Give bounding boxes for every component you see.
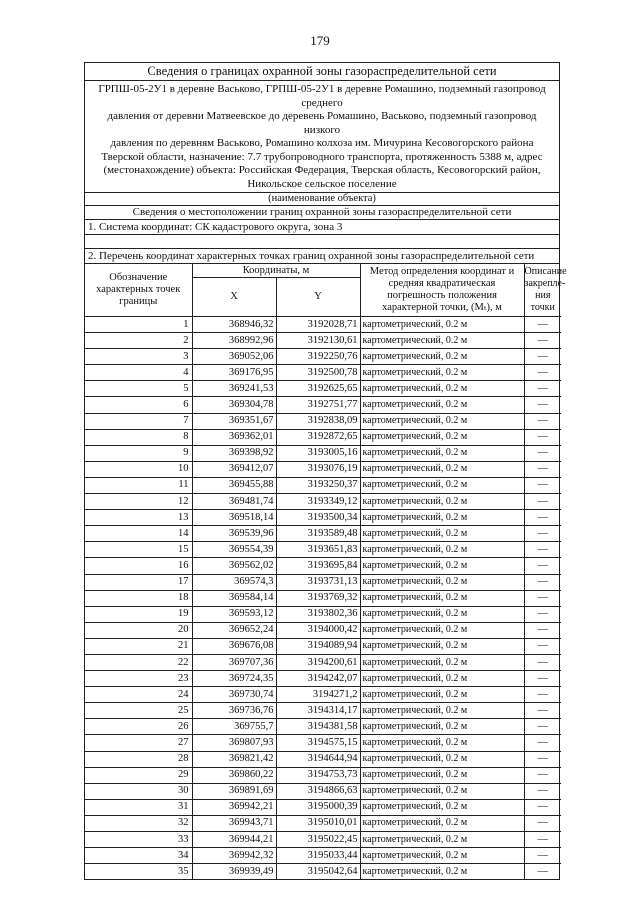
description-cell: — [524, 461, 561, 477]
method-cell: картометрический, 0.2 м [360, 494, 524, 510]
y-coordinate-cell: 3194271,2 [276, 687, 360, 703]
description-cell: — [524, 590, 561, 606]
description-cell: — [524, 606, 561, 622]
description-cell: — [524, 703, 561, 719]
header-description: Описание закрепле-ния точки [524, 264, 561, 317]
table-row [85, 606, 561, 622]
table-row [85, 848, 561, 864]
point-number-cell: 22 [85, 654, 192, 670]
method-cell: картометрический, 0.2 м [360, 510, 524, 526]
point-number-cell: 31 [85, 799, 192, 815]
y-coordinate-cell: 3192500,78 [276, 365, 360, 381]
x-coordinate-cell: 368992,96 [192, 333, 276, 349]
method-cell: картометрический, 0.2 м [360, 333, 524, 349]
y-coordinate-cell: 3195042,64 [276, 864, 360, 880]
x-coordinate-cell: 369481,74 [192, 494, 276, 510]
point-number-cell: 30 [85, 783, 192, 799]
y-coordinate-cell: 3192028,71 [276, 317, 360, 333]
y-coordinate-cell: 3192838,09 [276, 413, 360, 429]
table-row [85, 333, 561, 349]
description-cell: — [524, 767, 561, 783]
document-title: Сведения о границах охранной зоны газораспределительной сети [85, 63, 559, 81]
description-cell: — [524, 799, 561, 815]
x-coordinate-cell: 369518,14 [192, 510, 276, 526]
table-row [85, 397, 561, 413]
x-coordinate-cell: 369707,36 [192, 654, 276, 670]
location-section-title: Сведения о местоположении границ охранной зоны газораспределительной сети [85, 206, 559, 220]
x-coordinate-cell: 369398,92 [192, 445, 276, 461]
table-row [85, 622, 561, 638]
x-coordinate-cell: 369562,02 [192, 558, 276, 574]
y-coordinate-cell: 3194753,73 [276, 767, 360, 783]
method-cell: картометрический, 0.2 м [360, 413, 524, 429]
table-body [85, 317, 561, 880]
method-cell: картометрический, 0.2 м [360, 815, 524, 831]
table-row [85, 687, 561, 703]
y-coordinate-cell: 3194089,94 [276, 638, 360, 654]
point-number-cell: 10 [85, 461, 192, 477]
description-cell: — [524, 687, 561, 703]
table-row [85, 542, 561, 558]
x-coordinate-cell: 369304,78 [192, 397, 276, 413]
list-title: 2. Перечень координат характерных точках границ охранной зоны газораспределительной сети [85, 249, 559, 264]
description-cell: — [524, 622, 561, 638]
y-coordinate-cell: 3193589,48 [276, 526, 360, 542]
x-coordinate-cell: 369052,06 [192, 349, 276, 365]
table-row [85, 526, 561, 542]
y-coordinate-cell: 3193005,16 [276, 445, 360, 461]
y-coordinate-cell: 3193076,19 [276, 461, 360, 477]
method-cell: картометрический, 0.2 м [360, 445, 524, 461]
point-number-cell: 35 [85, 864, 192, 880]
table-row [85, 783, 561, 799]
point-number-cell: 25 [85, 703, 192, 719]
description-cell: — [524, 735, 561, 751]
point-number-cell: 6 [85, 397, 192, 413]
y-coordinate-cell: 3194200,61 [276, 654, 360, 670]
y-coordinate-cell: 3194381,58 [276, 719, 360, 735]
table-row [85, 477, 561, 493]
y-coordinate-cell: 3193500,34 [276, 510, 360, 526]
point-number-cell: 14 [85, 526, 192, 542]
method-cell: картометрический, 0.2 м [360, 799, 524, 815]
point-number-cell: 11 [85, 477, 192, 493]
table-row [85, 510, 561, 526]
x-coordinate-cell: 368946,32 [192, 317, 276, 333]
table-row [85, 381, 561, 397]
x-coordinate-cell: 369412,07 [192, 461, 276, 477]
y-coordinate-cell: 3193250,37 [276, 477, 360, 493]
x-coordinate-cell: 369943,71 [192, 815, 276, 831]
method-cell: картометрический, 0.2 м [360, 638, 524, 654]
method-cell: картометрический, 0.2 м [360, 590, 524, 606]
table-row [85, 767, 561, 783]
method-cell: картометрический, 0.2 м [360, 832, 524, 848]
point-number-cell: 16 [85, 558, 192, 574]
method-cell: картометрический, 0.2 м [360, 767, 524, 783]
x-coordinate-cell: 369724,35 [192, 671, 276, 687]
description-cell: — [524, 429, 561, 445]
y-coordinate-cell: 3194866,63 [276, 783, 360, 799]
table-row [85, 832, 561, 848]
table-row [85, 349, 561, 365]
table-row [85, 719, 561, 735]
document-frame [84, 62, 567, 880]
method-cell: картометрический, 0.2 м [360, 558, 524, 574]
y-coordinate-cell: 3195010,01 [276, 815, 360, 831]
description-cell: — [524, 349, 561, 365]
method-cell: картометрический, 0.2 м [360, 349, 524, 365]
y-coordinate-cell: 3192751,77 [276, 397, 360, 413]
description-cell: — [524, 864, 561, 880]
table-row [85, 445, 561, 461]
method-cell: картометрический, 0.2 м [360, 526, 524, 542]
method-cell: картометрический, 0.2 м [360, 365, 524, 381]
x-coordinate-cell: 369351,67 [192, 413, 276, 429]
description-cell: — [524, 815, 561, 831]
table-row [85, 638, 561, 654]
point-number-cell: 19 [85, 606, 192, 622]
object-caption: (наименование объекта) [85, 192, 559, 206]
point-number-cell: 21 [85, 638, 192, 654]
page-number: 179 [310, 33, 330, 48]
y-coordinate-cell: 3194575,15 [276, 735, 360, 751]
point-number-cell: 9 [85, 445, 192, 461]
description-cell: — [524, 671, 561, 687]
table-row [85, 703, 561, 719]
x-coordinate-cell: 369942,32 [192, 848, 276, 864]
method-cell: картометрический, 0.2 м [360, 654, 524, 670]
description-line: Никольское сельское поселение [247, 177, 397, 190]
y-coordinate-cell: 3194242,07 [276, 671, 360, 687]
point-number-cell: 1 [85, 317, 192, 333]
description-cell: — [524, 832, 561, 848]
description-cell: — [524, 333, 561, 349]
method-cell: картометрический, 0.2 м [360, 477, 524, 493]
y-coordinate-cell: 3195033,44 [276, 848, 360, 864]
y-coordinate-cell: 3193769,32 [276, 590, 360, 606]
point-number-cell: 28 [85, 751, 192, 767]
method-cell: картометрический, 0.2 м [360, 671, 524, 687]
description-cell: — [524, 848, 561, 864]
header-coordinates: Координаты, м [192, 264, 360, 278]
point-number-cell: 32 [85, 815, 192, 831]
method-cell: картометрический, 0.2 м [360, 622, 524, 638]
blank-row [85, 235, 559, 249]
x-coordinate-cell: 369891,69 [192, 783, 276, 799]
y-coordinate-cell: 3195022,45 [276, 832, 360, 848]
table-row [85, 461, 561, 477]
table-row [85, 815, 561, 831]
point-number-cell: 27 [85, 735, 192, 751]
y-coordinate-cell: 3194000,42 [276, 622, 360, 638]
x-coordinate-cell: 369736,76 [192, 703, 276, 719]
y-coordinate-cell: 3193731,13 [276, 574, 360, 590]
method-cell: картометрический, 0.2 м [360, 542, 524, 558]
description-cell: — [524, 397, 561, 413]
x-coordinate-cell: 369574,3 [192, 574, 276, 590]
x-coordinate-cell: 369652,24 [192, 622, 276, 638]
point-number-cell: 17 [85, 574, 192, 590]
description-cell: — [524, 445, 561, 461]
table-row [85, 735, 561, 751]
y-coordinate-cell: 3192250,76 [276, 349, 360, 365]
method-cell: картометрический, 0.2 м [360, 719, 524, 735]
method-cell: картометрический, 0.2 м [360, 429, 524, 445]
x-coordinate-cell: 369755,7 [192, 719, 276, 735]
table-row [85, 654, 561, 670]
x-coordinate-cell: 369942,21 [192, 799, 276, 815]
header-point: Обозначение характерных точек границы [85, 264, 192, 317]
x-coordinate-cell: 369860,22 [192, 767, 276, 783]
coordinates-table [85, 264, 567, 879]
x-coordinate-cell: 369455,88 [192, 477, 276, 493]
x-coordinate-cell: 369241,53 [192, 381, 276, 397]
x-coordinate-cell: 369821,42 [192, 751, 276, 767]
description-line: давления по деревням Васьково, Ромашино колхоза им. Мичурина Кесовогорского района [110, 137, 534, 149]
description-cell: — [524, 494, 561, 510]
y-coordinate-cell: 3195000,39 [276, 799, 360, 815]
description-cell: — [524, 477, 561, 493]
point-number-cell: 4 [85, 365, 192, 381]
point-number-cell: 3 [85, 349, 192, 365]
x-coordinate-cell: 369807,93 [192, 735, 276, 751]
y-coordinate-cell: 3194314,17 [276, 703, 360, 719]
description-line: давления от деревни Матвеевское до деревень Ромашино, Васьково, подземный газопровод низкого [107, 110, 537, 136]
description-cell: — [524, 751, 561, 767]
description-cell: — [524, 719, 561, 735]
table-row [85, 429, 561, 445]
header-y: Y [276, 278, 360, 317]
y-coordinate-cell: 3193695,84 [276, 558, 360, 574]
table-row [85, 799, 561, 815]
point-number-cell: 29 [85, 767, 192, 783]
point-number-cell: 33 [85, 832, 192, 848]
x-coordinate-cell: 369676,08 [192, 638, 276, 654]
method-cell: картометрический, 0.2 м [360, 848, 524, 864]
table-row [85, 317, 561, 333]
method-cell: картометрический, 0.2 м [360, 703, 524, 719]
object-description [85, 81, 559, 192]
point-number-cell: 18 [85, 590, 192, 606]
method-cell: картометрический, 0.2 м [360, 751, 524, 767]
header-x: X [192, 278, 276, 317]
y-coordinate-cell: 3193651,83 [276, 542, 360, 558]
table-row [85, 365, 561, 381]
table-row [85, 671, 561, 687]
point-number-cell: 20 [85, 622, 192, 638]
table-row [85, 574, 561, 590]
description-cell: — [524, 574, 561, 590]
description-line: (местонахождение) объекта: Российская Федерация, Тверская область, Кесовогорский район, [103, 164, 541, 176]
method-cell: картометрический, 0.2 м [360, 381, 524, 397]
method-cell: картометрический, 0.2 м [360, 606, 524, 622]
method-cell: картометрический, 0.2 м [360, 397, 524, 413]
method-cell: картометрический, 0.2 м [360, 864, 524, 880]
method-cell: картометрический, 0.2 м [360, 687, 524, 703]
description-cell: — [524, 558, 561, 574]
description-cell: — [524, 783, 561, 799]
y-coordinate-cell: 3192130,61 [276, 333, 360, 349]
point-number-cell: 12 [85, 494, 192, 510]
point-number-cell: 15 [85, 542, 192, 558]
method-cell: картометрический, 0.2 м [360, 783, 524, 799]
description-cell: — [524, 526, 561, 542]
x-coordinate-cell: 369944,21 [192, 832, 276, 848]
header-method: Метод определения координат и средняя квадратическая погрешность положения характерной точки, (Mₜ), м [360, 264, 524, 317]
point-number-cell: 34 [85, 848, 192, 864]
table-row [85, 864, 561, 880]
y-coordinate-cell: 3193349,12 [276, 494, 360, 510]
y-coordinate-cell: 3193802,36 [276, 606, 360, 622]
description-line: Тверской области, назначение: 7.7 трубопроводного транспорта, протяженность 5388 м, адрес [101, 150, 543, 163]
table-row [85, 413, 561, 429]
description-cell: — [524, 542, 561, 558]
point-number-cell: 7 [85, 413, 192, 429]
table-row [85, 558, 561, 574]
x-coordinate-cell: 369176,95 [192, 365, 276, 381]
method-cell: картометрический, 0.2 м [360, 317, 524, 333]
y-coordinate-cell: 3194644,94 [276, 751, 360, 767]
x-coordinate-cell: 369593,12 [192, 606, 276, 622]
x-coordinate-cell: 369584,14 [192, 590, 276, 606]
method-cell: картометрический, 0.2 м [360, 735, 524, 751]
point-number-cell: 24 [85, 687, 192, 703]
description-cell: — [524, 413, 561, 429]
description-cell: — [524, 381, 561, 397]
x-coordinate-cell: 369362,01 [192, 429, 276, 445]
description-line: ГРПШ-05-2У1 в деревне Васьково, ГРПШ-05-2У1 в деревне Ромашино, подземный газопровод среднего [98, 83, 546, 109]
point-number-cell: 23 [85, 671, 192, 687]
point-number-cell: 5 [85, 381, 192, 397]
point-number-cell: 2 [85, 333, 192, 349]
point-number-cell: 26 [85, 719, 192, 735]
point-number-cell: 8 [85, 429, 192, 445]
table-row [85, 751, 561, 767]
method-cell: картометрический, 0.2 м [360, 461, 524, 477]
x-coordinate-cell: 369539,96 [192, 526, 276, 542]
description-cell: — [524, 317, 561, 333]
description-cell: — [524, 654, 561, 670]
description-cell: — [524, 510, 561, 526]
table-row [85, 590, 561, 606]
x-coordinate-cell: 369730,74 [192, 687, 276, 703]
y-coordinate-cell: 3192872,65 [276, 429, 360, 445]
y-coordinate-cell: 3192625,65 [276, 381, 360, 397]
point-number-cell: 13 [85, 510, 192, 526]
table-row [85, 494, 561, 510]
coordinate-system: 1. Система координат: СК кадастрового округа, зона 3 [85, 220, 559, 235]
description-cell: — [524, 365, 561, 381]
x-coordinate-cell: 369554,39 [192, 542, 276, 558]
method-cell: картометрический, 0.2 м [360, 574, 524, 590]
x-coordinate-cell: 369939,49 [192, 864, 276, 880]
description-cell: — [524, 638, 561, 654]
